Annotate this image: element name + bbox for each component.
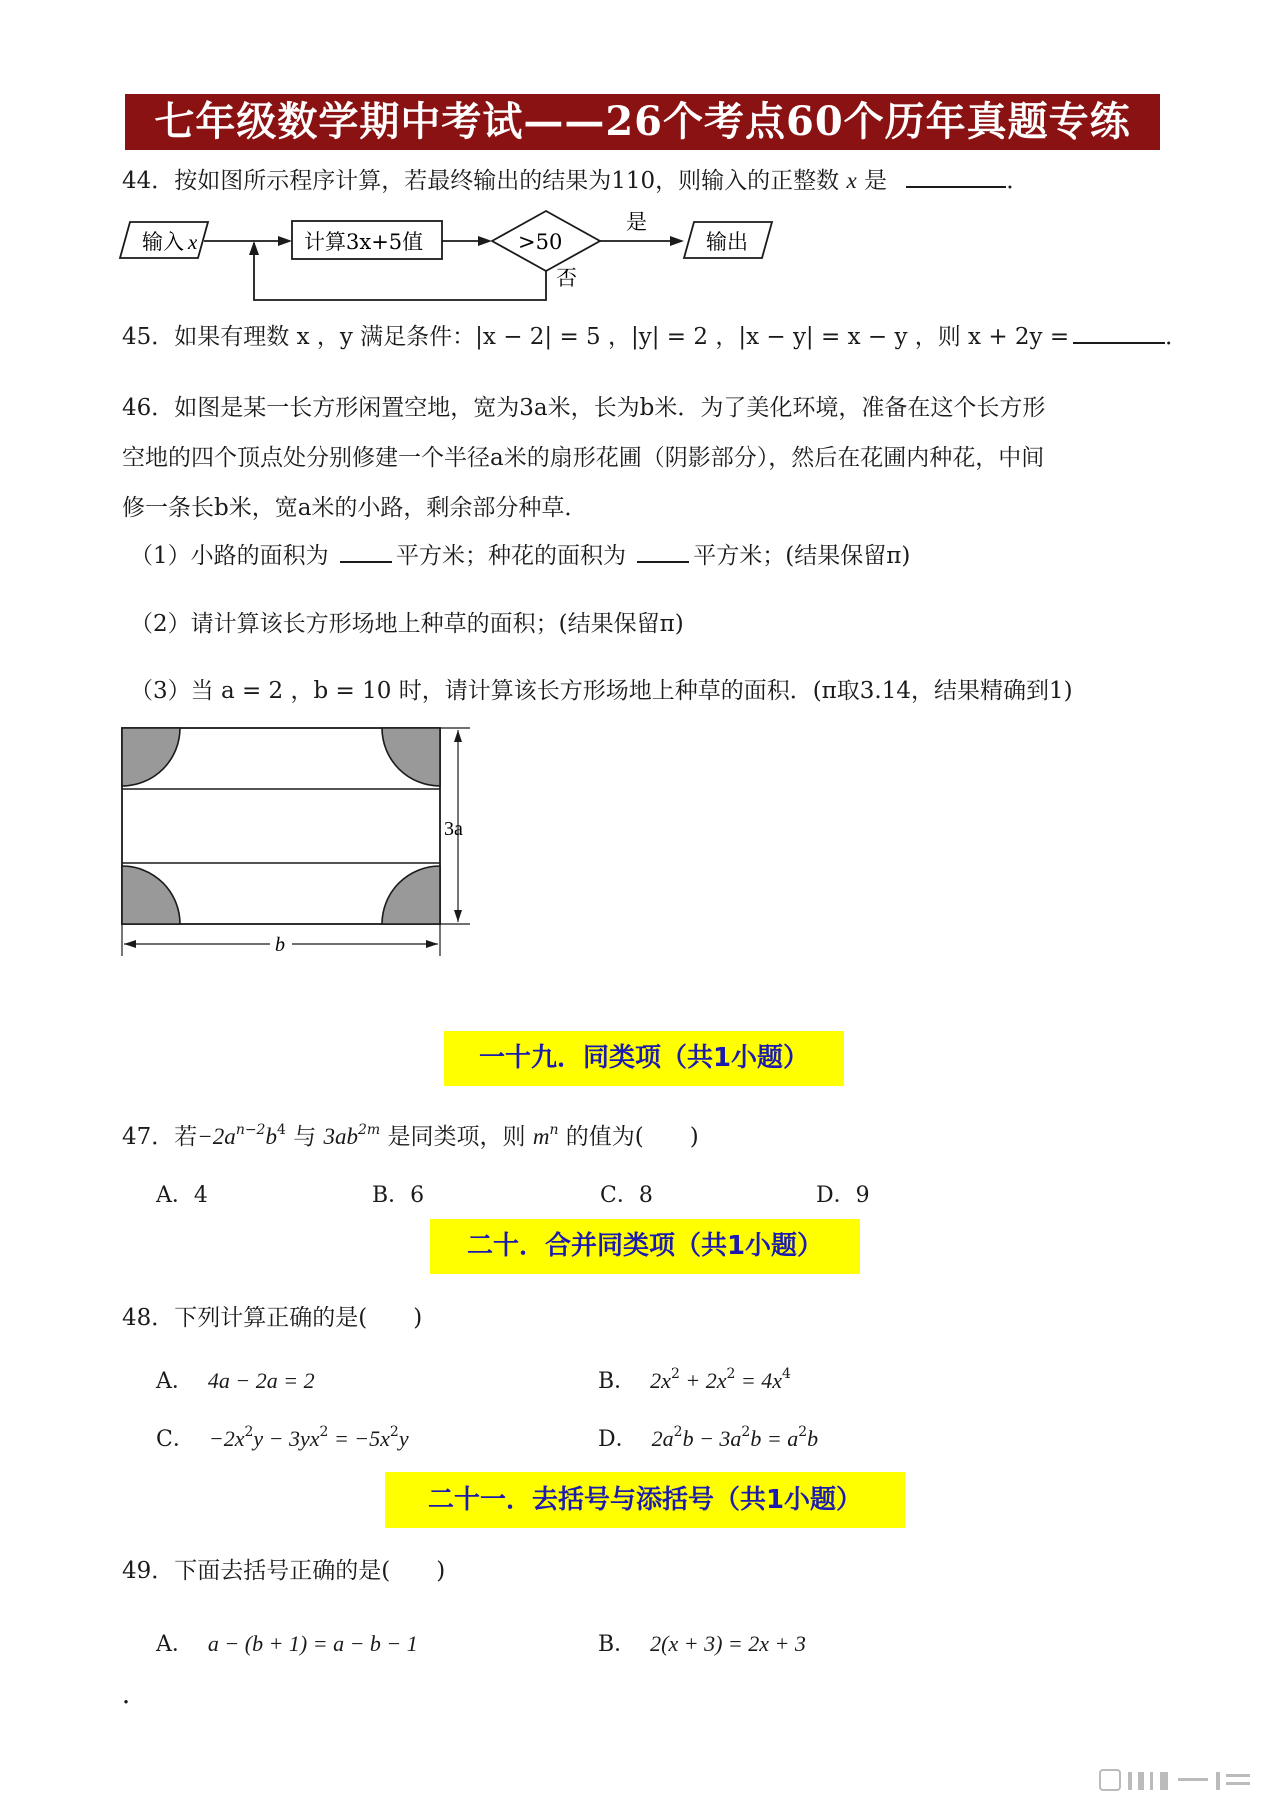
q48-d-exp3: 2 — [798, 1424, 808, 1440]
question-46 — [122, 383, 1045, 533]
q48-b-part2: + 2x — [679, 1368, 727, 1393]
flow-yes-label: 是 — [626, 210, 647, 234]
flow-calc-label: 计算3x+5值 — [304, 230, 424, 254]
q47-exp1b: 4 — [276, 1122, 286, 1138]
q49-a-label: A． — [156, 1632, 194, 1657]
arrow-icon — [670, 236, 684, 246]
q44-text: 44．按如图所示程序计算，若最终输出的结果为110，则输入的正整数 — [122, 168, 840, 194]
q46-part1-text-b: 平方米；种花的面积为 — [395, 543, 626, 569]
q45-answer-blank — [1073, 322, 1165, 344]
q46-line1: 46．如图是某一长方形闲置空地，宽为3a米，长为b米．为了美化环境，准备在这个长方形 — [122, 395, 1046, 421]
flow-output-label: 输出 — [706, 230, 748, 254]
q49-b-label: B． — [598, 1632, 637, 1657]
q44-end: ． — [1006, 168, 1030, 194]
q49-option-a[interactable] — [156, 1627, 418, 1658]
arrow-icon — [278, 236, 292, 246]
arrow-icon — [249, 241, 259, 255]
q48-b-exp1: 2 — [670, 1366, 680, 1382]
q48-d-exp1: 2 — [673, 1424, 683, 1440]
q44-suffix: 是 — [864, 168, 888, 194]
q48-d-part2: b − 3a — [682, 1426, 742, 1451]
section-21-heading: 二十一．去括号与添括号（共1小题） — [385, 1472, 905, 1528]
q46-figure — [118, 722, 478, 962]
q44-var: x — [846, 168, 857, 193]
q48-a-text: 4a − 2a = 2 — [207, 1368, 315, 1393]
q48-c-label: C． — [156, 1427, 195, 1452]
q46-part3: （3）当 a = 2 ，b = 10 时，请计算该长方形场地上种草的面积．(π取3.14，结果精确到1) — [130, 678, 1073, 704]
q48-d-part3: b = a — [750, 1426, 799, 1451]
q47-option-a[interactable]: A．4 — [156, 1183, 208, 1208]
flow-input-label: 输入 — [142, 230, 184, 254]
q48-c-part1: −2x — [208, 1426, 245, 1451]
q48-b-part3: = 4x — [735, 1368, 783, 1393]
q48-option-a[interactable] — [156, 1364, 315, 1395]
q49-b-text: 2(x + 3) = 2x + 3 — [650, 1631, 806, 1656]
q47-term1b: b — [265, 1124, 277, 1149]
q48-c-part4: y — [398, 1426, 409, 1451]
q46-part2: （2）请计算该长方形场地上种草的面积；(结果保留π) — [130, 611, 684, 637]
section-20-heading: 二十．合并同类项（共1小题） — [430, 1219, 860, 1274]
flow-input-var: x — [188, 230, 198, 254]
q48-b-label: B． — [598, 1369, 637, 1394]
q48-c-exp3: 2 — [389, 1424, 399, 1440]
q48-b-exp3: 4 — [782, 1366, 791, 1382]
q47-option-b[interactable]: B．6 — [372, 1183, 425, 1208]
q47-term1: −2a — [197, 1124, 236, 1149]
q48-c-exp1: 2 — [244, 1424, 254, 1440]
q47-exp2: 2m — [358, 1122, 381, 1138]
q48-b-part1: 2x — [650, 1368, 671, 1393]
arrow-icon — [426, 940, 438, 948]
q46-blank-1 — [340, 541, 392, 563]
q47-option-c[interactable]: C．8 — [600, 1183, 653, 1208]
section-19-heading: 一十九．同类项（共1小题） — [444, 1031, 844, 1086]
q48-c-exp2: 2 — [319, 1424, 329, 1440]
q49-option-b[interactable] — [598, 1627, 806, 1658]
page-title: 七年级数学期中考试——26个考点60个历年真题专练 — [125, 94, 1160, 150]
q48-c-part2: y − 3yx — [253, 1426, 320, 1451]
q44-answer-blank — [906, 166, 1006, 188]
height-label: 3a — [444, 818, 463, 840]
q48-a-label: A． — [156, 1369, 194, 1394]
q45-text: 45．如果有理数 x ，y 满足条件：|x − 2| = 5 ，|y| = 2 ，|x − y| = x − y ，则 x + 2y = — [122, 324, 1070, 350]
q46-part1-text-c: 平方米；(结果保留π) — [693, 543, 911, 569]
q46-line3: 修一条长b米，宽a米的小路，剩余部分种草． — [122, 495, 588, 521]
scan-watermark-icon — [1098, 1768, 1258, 1792]
q48-option-c[interactable] — [156, 1422, 409, 1453]
q48-d-exp2: 2 — [741, 1424, 751, 1440]
arrow-icon — [454, 730, 462, 742]
q47-end: 的值为( ) — [565, 1124, 699, 1150]
arrow-icon — [454, 910, 462, 922]
question-48: 48．下列计算正确的是( ) — [122, 1305, 423, 1331]
q46-line2: 空地的四个顶点处分别修建一个半径a米的扇形花圃（阴影部分），然后在花圃内种花，中间 — [122, 445, 1045, 471]
q47-m: m — [532, 1124, 550, 1149]
q47-exp1: n−2 — [235, 1122, 266, 1138]
q48-d-part4: b — [807, 1426, 819, 1451]
arrow-icon — [124, 940, 136, 948]
q49-a-text: a − (b + 1) = a − b − 1 — [207, 1631, 418, 1656]
q46-part1 — [130, 541, 910, 571]
q48-d-label: D． — [598, 1427, 638, 1452]
question-45 — [122, 322, 1188, 352]
q47-option-d[interactable]: D．9 — [816, 1183, 870, 1208]
q47-suffix: 是同类项，则 — [387, 1124, 526, 1150]
flow-condition-label: >50 — [518, 230, 563, 254]
q47-term2: 3ab — [323, 1124, 359, 1149]
question-44 — [122, 166, 1029, 196]
question-47 — [122, 1115, 699, 1152]
q46-part1-text-a: （1）小路的面积为 — [130, 543, 329, 569]
width-label: b — [275, 934, 285, 956]
q48-d-part1: 2a — [651, 1426, 674, 1451]
trailing-dot: ． — [122, 1680, 149, 1710]
q48-option-b[interactable] — [598, 1364, 791, 1395]
q44-flowchart — [118, 205, 798, 305]
q48-b-exp2: 2 — [726, 1366, 736, 1382]
q46-blank-2 — [637, 541, 689, 563]
q48-c-part3: = −5x — [328, 1426, 390, 1451]
q47-mid: 与 — [293, 1124, 317, 1150]
q47-expn: n — [549, 1122, 559, 1138]
q47-prefix: 47．若 — [122, 1124, 198, 1150]
question-49: 49．下面去括号正确的是( ) — [122, 1558, 446, 1584]
arrow-icon — [478, 236, 492, 246]
q45-end: ． — [1165, 324, 1189, 350]
flow-no-label: 否 — [556, 266, 577, 290]
q48-option-d[interactable] — [598, 1422, 818, 1453]
